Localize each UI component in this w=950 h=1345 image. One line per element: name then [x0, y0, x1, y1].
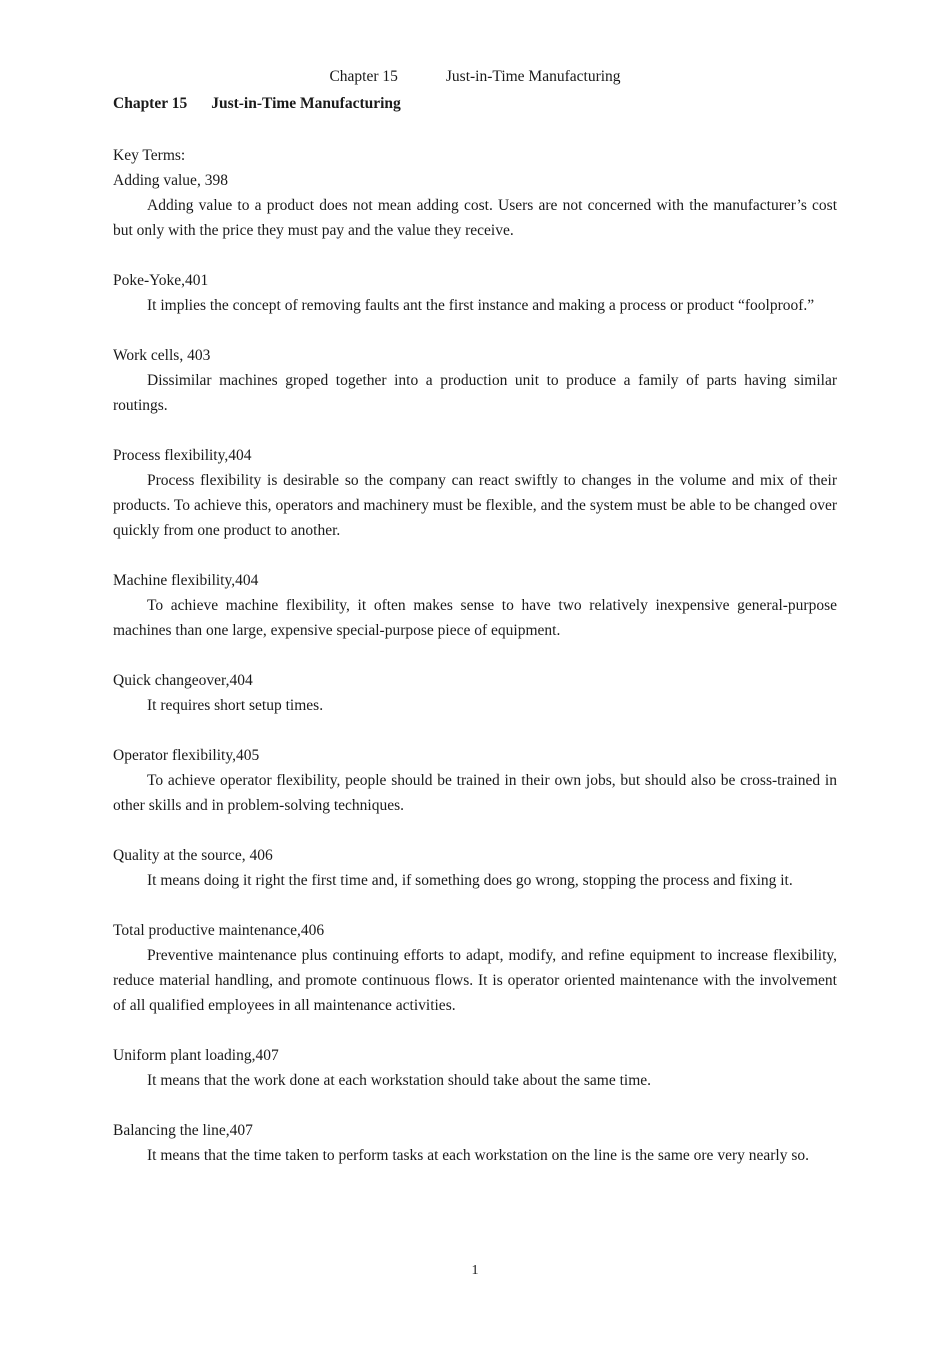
term-entry	[113, 668, 837, 718]
term-definition: Process flexibility is desirable so the company can react swiftly to changes in the volume and mix of their products. To achieve this, operators and machinery must be flexible, and the system must be able to be changed over quickly from one product to another.	[113, 472, 837, 539]
term-entry	[113, 918, 837, 1018]
term-definition: To achieve operator flexibility, people should be trained in their own jobs, but should also be cross-trained in other skills and in problem-solving techniques.	[113, 772, 837, 814]
term-entry	[113, 268, 837, 318]
term-entry	[113, 1118, 837, 1168]
term-heading: Adding value, 398	[113, 172, 228, 189]
term-definition: It means doing it right the first time and, if something does go wrong, stopping the process and fixing it.	[147, 872, 793, 889]
term-definition: It means that the time taken to perform tasks at each workstation on the line is the same ore very nearly so.	[147, 1147, 809, 1164]
running-header-title: Just-in-Time Manufacturing	[445, 68, 621, 85]
term-entry	[113, 843, 837, 893]
term-heading: Total productive maintenance,406	[113, 922, 325, 939]
term-heading: Poke-Yoke,401	[113, 272, 209, 289]
term-definition: It requires short setup times.	[147, 697, 324, 714]
term-heading: Quick changeover,404	[113, 672, 253, 689]
term-definition: Adding value to a product does not mean adding cost. Users are not concerned with the manufacturer’s cost but only with the price they must pay and the value they receive.	[113, 197, 837, 239]
term-heading: Balancing the line,407	[113, 1122, 253, 1139]
term-entry	[113, 1043, 837, 1093]
term-definition: Dissimilar machines groped together into a production unit to produce a family of parts having similar routings.	[113, 372, 837, 414]
term-heading: Process flexibility,404	[113, 447, 252, 464]
term-heading: Uniform plant loading,407	[113, 1047, 279, 1064]
page-number: 1	[471, 1263, 479, 1278]
key-terms-label: Key Terms:	[113, 147, 186, 164]
running-header-chapter: Chapter 15	[329, 68, 398, 85]
chapter-heading-number: Chapter 15	[113, 95, 188, 112]
key-terms-section	[113, 143, 837, 1193]
term-heading: Machine flexibility,404	[113, 572, 259, 589]
term-heading: Quality at the source, 406	[113, 847, 273, 864]
term-heading: Operator flexibility,405	[113, 747, 260, 764]
term-entry	[113, 443, 837, 543]
chapter-heading-title: Just-in-Time Manufacturing	[211, 95, 401, 112]
term-definition: To achieve machine flexibility, it often makes sense to have two relatively inexpensive general-purpose machines than one large, expensive special-purpose piece of equipment.	[113, 597, 837, 639]
term-entry	[113, 168, 837, 243]
running-header	[0, 67, 950, 87]
term-definition: Preventive maintenance plus continuing efforts to adapt, modify, and refine equipment to increase flexibility, reduce material handling, and promote continuous flows. It is operator oriented maintenance with the involvement of all qualified employees in all maintenance activities.	[113, 947, 837, 1014]
term-definition: It implies the concept of removing faults ant the first instance and making a process or product “foolproof.”	[147, 297, 815, 314]
term-heading: Work cells, 403	[113, 347, 211, 364]
term-definition: It means that the work done at each workstation should take about the same time.	[147, 1072, 652, 1089]
term-entry	[113, 743, 837, 818]
term-entry	[113, 343, 837, 418]
term-entry	[113, 568, 837, 643]
chapter-heading	[113, 94, 401, 114]
